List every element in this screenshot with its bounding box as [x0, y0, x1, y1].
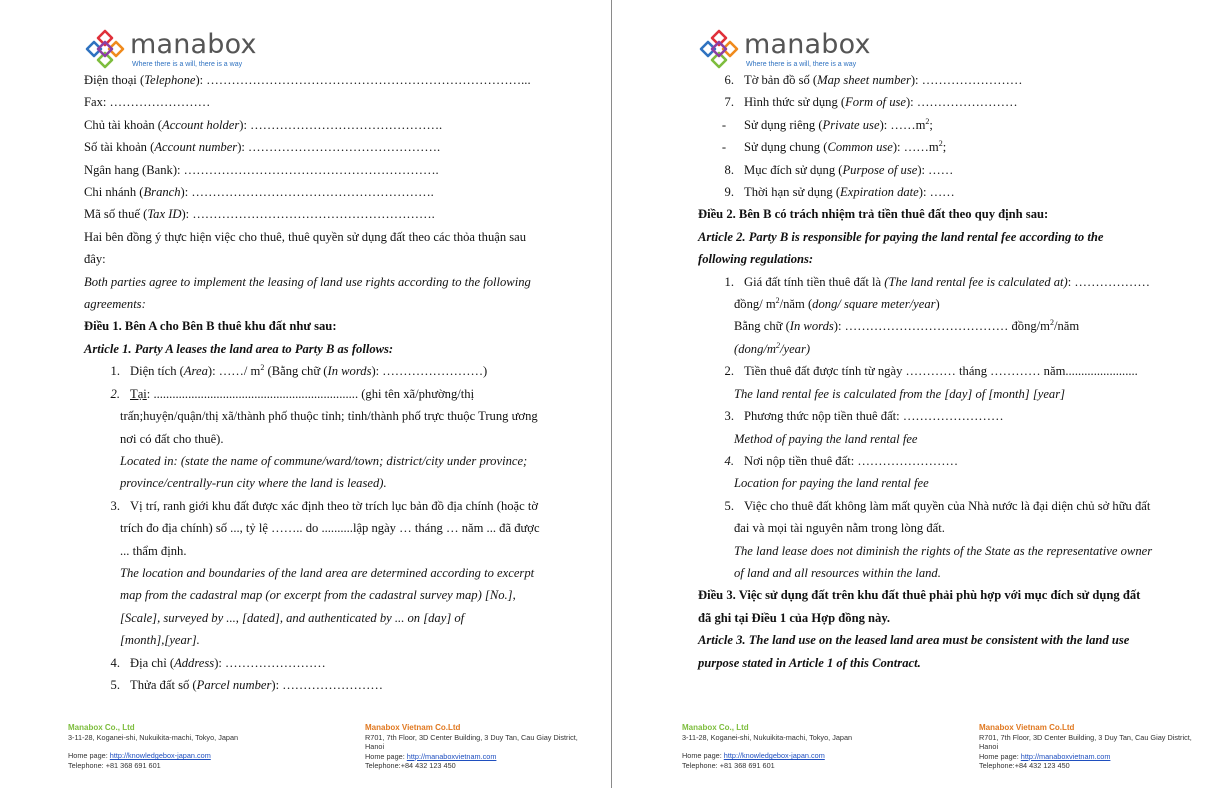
list-item-rental-price-words: Bằng chữ (In words): ………………………………… đồng/$m^2$/năm: [734, 318, 1080, 334]
footer-japan-office: [68, 723, 298, 770]
left-page-content: [84, 69, 562, 696]
footer-vn-address-1: R701, 7th Floor, 3D Center Building, 3 Duy Tan, Cau Giay District,: [365, 733, 578, 743]
footer-jp-telephone: Telephone: +81 368 691 601: [682, 760, 775, 770]
article-1-heading-en: Article 1. Party A leases the land area to Party B as follows:: [84, 341, 394, 356]
footer-jp-address: 3-11-28, Koganei-shi, Nukuikita-machi, Tokyo, Japan: [682, 733, 853, 743]
list-item-location-line-3: nơi có đất cho thuê).: [120, 431, 224, 446]
footer-vn-address-2: Hanoi: [365, 742, 385, 752]
footer-jp-company: Manabox Co., Ltd: [68, 723, 135, 732]
list-item-area: 1. Diện tích (Area): ……/ $m^2$ (Bằng chữ (In words): ……………………): [110, 363, 488, 379]
list-item-state-rights-en-2: of land and all resources within the land.: [734, 565, 941, 580]
brand-tagline: Where there is a will, there is a way: [746, 61, 857, 68]
list-item-state-rights-line-2: đai và mọi tài nguyên nằm trong lòng đất.: [734, 521, 945, 536]
list-item-payment-location: 4. Nơi nộp tiền thuê đất: ……………………: [724, 453, 959, 468]
right-page-content: [698, 69, 1176, 674]
manabox-logo: [84, 26, 284, 70]
agreement-vi-line-1: Hai bên đồng ý thực hiện việc cho thuê, thuê quyền sử dụng đất theo các thỏa thuận sau: [84, 229, 527, 244]
footer-vn-telephone: Telephone:+84 432 123 450: [365, 760, 456, 770]
list-item-boundaries-en-2: map from the cadastral map (or excerpt from the cadastral survey map) [No.],: [120, 588, 516, 603]
agreement-en-line-2: agreements:: [84, 297, 146, 312]
footer-jp-address: 3-11-28, Koganei-shi, Nukuikita-machi, Tokyo, Japan: [68, 733, 239, 743]
footer-vn-address-2: Hanoi: [979, 742, 999, 752]
list-item-boundaries: 3. Vị trí, ranh giới khu đất được xác định theo tờ trích lục bản đồ địa chính (hoặc tờ: [110, 498, 539, 513]
manabox-logo: [698, 26, 898, 70]
list-item-location-en-1: Located in: (state the name of commune/ward/town; district/city under province;: [120, 453, 528, 468]
manabox-logo-mark-icon: [84, 28, 126, 70]
list-item-boundaries-line-2: trích đo địa chính) số ..., tỷ lệ …….. do ..........lập ngày … tháng … năm ... đã được: [120, 521, 540, 536]
footer-jp-homepage: Home page: http://knowledgebox-japan.com: [682, 751, 825, 761]
footer-vn-homepage: Home page: http://manaboxvietnam.com: [979, 751, 1111, 761]
account-number-line: Số tài khoản (Account number): ……………………………………….: [84, 140, 441, 155]
article-2-heading-en-1: Article 2. Party B is responsible for paying the land rental fee according to the: [698, 229, 1104, 244]
brand-tagline: Where there is a will, there is a way: [132, 61, 243, 68]
list-item-expiration-date: 9. Thời hạn sử dụng (Expiration date): ……: [724, 185, 955, 200]
list-item-map-sheet: 6. Tờ bản đồ số (Map sheet number): ……………………: [724, 73, 1023, 87]
article-2-heading-vi: Điều 2. Bên B có trách nhiệm trả tiền thuê đất theo quy định sau:: [698, 207, 1049, 222]
document-page-right: [612, 0, 1224, 788]
list-item-payment-location-en: Location for paying the land rental fee: [734, 476, 929, 491]
list-item-rental-start-en: The land rental fee is calculated from the [day] of [month] [year]: [734, 386, 1066, 401]
article-1-heading-vi: Điều 1. Bên A cho Bên B thuê khu đất như sau:: [84, 319, 337, 334]
footer-vn-homepage-link[interactable]: http://manaboxvietnam.com: [406, 751, 497, 761]
list-item-parcel-number: 5. Thửa đất số (Parcel number): ……………………: [110, 677, 383, 692]
article-3-heading-vi-2: đã ghi tại Điều 1 của Hợp đồng này.: [698, 610, 891, 625]
sub-item-common-use: - Sử dụng chung (Common use): $\dots\dots m^2$;: [721, 139, 947, 155]
list-item-location: 2. Tại: ................................................................. (ghi tên xã/phường/thị: [110, 386, 475, 401]
list-item-boundaries-en-1: The location and boundaries of the land area are determined according to excerpt: [120, 565, 535, 580]
footer-vietnam-office: [979, 723, 1224, 770]
list-item-form-of-use: 7. Hình thức sử dụng (Form of use): ……………………: [724, 95, 1018, 110]
agreement-vi-line-2: đây:: [84, 252, 106, 267]
list-item-rental-price-unit: đồng/ $m^2$/năm (dong/ square meter/year): [734, 295, 940, 312]
list-item-address: 4. Địa chỉ (Address): ……………………: [110, 655, 326, 670]
account-holder-line: Chủ tài khoản (Account holder): ……………………………………….: [84, 117, 443, 132]
list-item-rental-price: 1. Giá đất tính tiền thuê đất là (The land rental fee is calculated at): ………………: [724, 274, 1150, 289]
list-item-purpose-of-use: 8. Mục đích sử dụng (Purpose of use): ……: [724, 162, 954, 177]
footer-vietnam-office: [365, 723, 615, 770]
list-item-boundaries-en-3: [Scale], surveyed by ..., [dated], and authenticated by ... on [day] of: [120, 610, 465, 625]
bank-line: Ngân hang (Bank): …………………………………………………….: [84, 162, 439, 177]
footer-jp-homepage: Home page: http://knowledgebox-japan.com: [68, 751, 211, 761]
article-2-heading-en-2: following regulations:: [698, 252, 814, 267]
article-3-heading-en-2: purpose stated in Article 1 of this Contract.: [698, 655, 921, 670]
telephone-line: Điện thoại (Telephone): …………………………………………………………………...: [84, 73, 531, 87]
footer-vn-company: Manabox Vietnam Co.Ltd: [365, 723, 461, 732]
footer-vn-homepage-link[interactable]: http://manaboxvietnam.com: [1020, 751, 1111, 761]
list-item-payment-method: 3. Phương thức nộp tiền thuê đất: ……………………: [724, 409, 1004, 424]
footer-jp-company: Manabox Co., Ltd: [682, 723, 749, 732]
footer-vn-company: Manabox Vietnam Co.Ltd: [979, 723, 1075, 732]
manabox-logo-mark-icon: [698, 28, 740, 70]
list-item-location-line-2: trấn;huyện/quận/thị xã/thành phố thuộc tỉnh; tỉnh/thành phố trực thuộc Trung ương: [120, 409, 538, 424]
article-3-heading-en-1: Article 3. The land use on the leased land area must be consistent with the land use: [698, 633, 1130, 648]
fax-line: Fax: ……………………: [84, 95, 211, 110]
list-item-rental-price-unit-en: $(dong/m^2/year)$: [734, 340, 811, 356]
sub-item-private-use: - Sử dụng riêng (Private use): $\dots\dots m^2$;: [721, 116, 933, 132]
list-item-rental-start: 2. Tiền thuê đất được tính từ ngày ………… tháng ………… năm.......................: [724, 364, 1138, 379]
list-item-state-rights: 5. Việc cho thuê đất không làm mất quyền của Nhà nước là đại diện chủ sở hữu đất: [724, 498, 1151, 513]
list-item-location-en-2: province/centrally-run city where the land is leased).: [120, 476, 387, 491]
list-item-state-rights-en-1: The land lease does not diminish the rights of the State as the representative owner: [734, 543, 1153, 558]
brand-name: manabox: [130, 29, 257, 60]
footer-jp-homepage-link[interactable]: http://knowledgebox-japan.com: [723, 751, 825, 761]
footer-jp-telephone: Telephone: +81 368 691 601: [68, 760, 161, 770]
list-item-boundaries-en-4: [month],[year].: [120, 633, 200, 648]
list-item-boundaries-line-3: ... thẩm định.: [120, 543, 187, 558]
footer-japan-office: [682, 723, 912, 770]
footer-jp-homepage-link[interactable]: http://knowledgebox-japan.com: [109, 751, 211, 761]
footer-vn-address-1: R701, 7th Floor, 3D Center Building, 3 Duy Tan, Cau Giay District,: [979, 733, 1192, 743]
brand-name: manabox: [744, 29, 871, 60]
branch-line: Chi nhánh (Branch): ………………………………………………….: [84, 185, 434, 200]
footer-vn-telephone: Telephone:+84 432 123 450: [979, 760, 1070, 770]
agreement-en-line-1: Both parties agree to implement the leasing of land use rights according to the following: [84, 274, 531, 289]
footer-vn-homepage: Home page: http://manaboxvietnam.com: [365, 751, 497, 761]
list-item-payment-method-en: Method of paying the land rental fee: [734, 431, 918, 446]
tax-id-line: Mã số thuế (Tax ID): ………………………………………………….: [84, 207, 435, 222]
article-3-heading-vi-1: Điều 3. Việc sử dụng đất trên khu đất thuê phải phù hợp với mục đích sử dụng đất: [698, 588, 1141, 603]
